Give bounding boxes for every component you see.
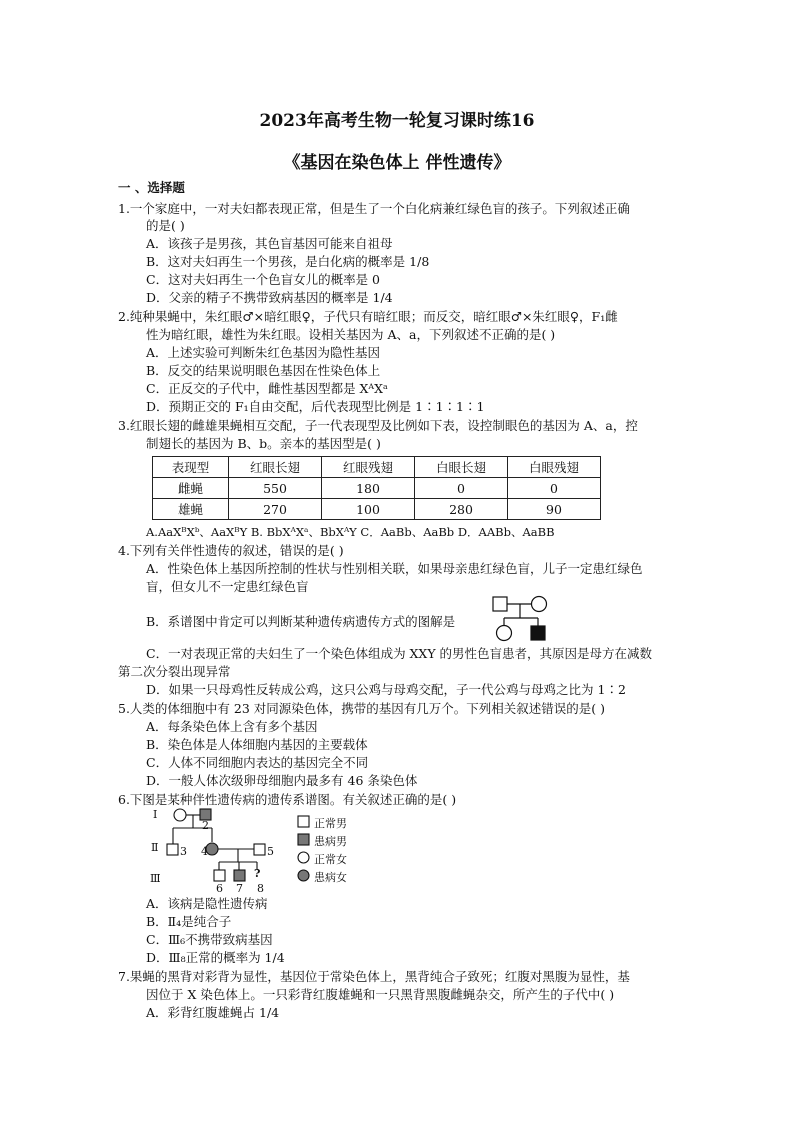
q2-option-d: D．预期正交的 F₁自由交配，后代表现型比例是 1∶1∶1∶1	[146, 399, 485, 414]
table-cell: 180	[322, 478, 415, 499]
pedigree-legend-symbols	[296, 814, 312, 882]
q7-stem: 7.果蝇的黑背对彩背为显性，基因位于常染色体上，黑背纯合子致死；红腹对黑腹为显性，基	[118, 969, 630, 984]
table-cell: 雌蝇	[153, 478, 229, 499]
q3-stem: 3.红眼长翅的雌雄果蝇相互交配，子一代表现型及比例如下表，设控制眼色的基因为 A、a，控	[118, 418, 638, 433]
q1-stem-cont: 的是( )	[146, 218, 185, 233]
table-cell: 0	[508, 478, 601, 499]
q3-options: A.AaXᴮXᵇ、AaXᴮY B. BbXᴬXᵃ、BbXᴬY C．AaBb、AaBb D．AABb、AaBB	[146, 525, 555, 539]
affected-male-icon	[531, 626, 545, 640]
legend-label: 正常女	[314, 853, 347, 866]
q1-stem: 1.一个家庭中，一对夫妇都表现正常，但是生了一个白化病兼红绿色盲的孩子。下列叙述正确	[118, 201, 630, 216]
q6-option-b: B．Ⅱ₄是纯合子	[146, 914, 232, 929]
document-subtitle: 《基因在染色体上 伴性遗传》	[283, 153, 511, 173]
individual-number: 8	[257, 882, 264, 895]
individual-number: 3	[180, 845, 187, 858]
q5-option-a: A．每条染色体上含有多个基因	[146, 719, 318, 734]
q4-option-a: A．性染色体上基因所控制的性状与性别相关联，如果母亲患红绿色盲，儿子一定患红绿色	[146, 561, 643, 576]
q4-option-c-cont: 第二次分裂出现异常	[118, 664, 231, 679]
q2-stem: 2.纯种果蝇中，朱红眼♂×暗红眼♀，子代只有暗红眼；而反交，暗红眼♂×朱红眼♀，F₁雌	[118, 309, 618, 324]
normal-male-icon	[493, 597, 507, 611]
q4-stem: 4.下列有关伴性遗传的叙述，错误的是( )	[118, 543, 344, 558]
q5-option-b: B．染色体是人体细胞内基因的主要载体	[146, 737, 368, 752]
normal-male-icon	[214, 870, 225, 881]
normal-male-icon	[167, 844, 178, 855]
q3-stem-cont: 制翅长的基因为 B、b。亲本的基因型是( )	[146, 436, 381, 451]
table-header-cell: 红眼残翅	[322, 457, 415, 478]
generation-label-i: Ⅰ	[153, 808, 158, 821]
q1-option-c: C．这对夫妇再生一个色盲女儿的概率是 0	[146, 272, 380, 287]
q4-option-c: C．一对表现正常的夫妇生了一个染色体组成为 XXY 的男性色盲患者，其原因是母方在减数	[146, 646, 653, 661]
normal-female-icon	[298, 852, 309, 863]
q6-stem: 6.下图是某种伴性遗传病的遗传系谱图。有关叙述正确的是( )	[118, 792, 457, 807]
q5-option-c: C．人体不同细胞内表达的基因完全不同	[146, 755, 369, 770]
table-header-cell: 表现型	[153, 457, 229, 478]
normal-male-icon	[298, 816, 309, 827]
q1-option-a: A．该孩子是男孩，其色盲基因可能来自祖母	[146, 236, 393, 251]
individual-number: 5	[267, 845, 274, 858]
normal-female-icon	[174, 809, 186, 821]
normal-female-icon	[497, 626, 512, 641]
legend-label: 患病男	[314, 835, 347, 848]
table-cell: 550	[229, 478, 322, 499]
individual-number: 2	[202, 819, 209, 832]
table-cell: 280	[415, 499, 508, 520]
generation-label-ii: Ⅱ	[151, 841, 159, 854]
table-header-cell: 白眼长翅	[415, 457, 508, 478]
individual-number: 7	[236, 882, 243, 895]
table-header-cell: 红眼长翅	[229, 457, 322, 478]
q2-option-a: A．上述实验可判断朱红色基因为隐性基因	[146, 345, 381, 360]
q2-option-b: B．反交的结果说明眼色基因在性染色体上	[146, 363, 381, 378]
q4-pedigree-diagram	[490, 594, 554, 644]
phenotype-table	[152, 456, 601, 520]
q5-stem: 5.人类的体细胞中有 23 对同源染色体，携带的基因有几万个。下列相关叙述错误的是( )	[118, 701, 606, 716]
affected-female-icon	[298, 870, 309, 881]
normal-male-icon	[254, 844, 265, 855]
q1-option-b: B．这对夫妇再生一个男孩，是白化病的概率是 1/8	[146, 254, 430, 269]
q7-stem-cont: 因位于 X 染色体上。一只彩背红腹雄蝇和一只黑背黑腹雌蝇杂交，所产生的子代中( )	[146, 987, 615, 1002]
individual-number: 4	[201, 845, 208, 858]
individual-number: 6	[216, 882, 223, 895]
q2-option-c: C．正反交的子代中，雌性基因型都是 XᴬXᵃ	[146, 381, 388, 396]
normal-female-icon	[532, 597, 547, 612]
q1-option-d: D．父亲的精子不携带致病基因的概率是 1/4	[146, 290, 393, 305]
q6-option-c: C．Ⅲ₆不携带致病基因	[146, 932, 273, 947]
q6-option-d: D．Ⅲ₈正常的概率为 1/4	[146, 950, 285, 965]
q2-stem-cont: 性为暗红眼，雄性为朱红眼。设相关基因为 A、a，下列叙述不正确的是( )	[146, 327, 556, 342]
document-title: 2023年高考生物一轮复习课时练16	[259, 111, 535, 131]
table-row	[153, 499, 601, 520]
legend-label: 患病女	[314, 871, 347, 884]
table-cell: 270	[229, 499, 322, 520]
table-cell: 100	[322, 499, 415, 520]
unknown-individual-mark: ?	[254, 867, 261, 880]
table-header-cell: 白眼残翅	[508, 457, 601, 478]
affected-male-icon	[234, 870, 245, 881]
table-cell: 雄蝇	[153, 499, 229, 520]
table-header-row	[153, 457, 601, 478]
q6-pedigree-diagram	[160, 804, 290, 884]
table-cell: 0	[415, 478, 508, 499]
affected-male-icon	[298, 834, 309, 845]
section-heading: 一 、选择题	[118, 180, 185, 195]
legend-label: 正常男	[314, 817, 347, 830]
table-row	[153, 478, 601, 499]
generation-label-iii: Ⅲ	[150, 872, 161, 885]
q4-option-a-cont: 盲，但女儿不一定患红绿色盲	[146, 579, 309, 594]
q4-option-d: D．如果一只母鸡性反转成公鸡，这只公鸡与母鸡交配，子一代公鸡与母鸡之比为 1∶2	[146, 682, 626, 697]
q6-option-a: A．该病是隐性遗传病	[146, 896, 268, 911]
table-cell: 90	[508, 499, 601, 520]
q4-option-b: B．系谱图中肯定可以判断某种遗传病遗传方式的图解是	[146, 614, 456, 629]
q5-option-d: D．一般人体次级卵母细胞内最多有 46 条染色体	[146, 773, 418, 788]
q7-option-a: A．彩背红腹雄蝇占 1/4	[146, 1005, 280, 1020]
